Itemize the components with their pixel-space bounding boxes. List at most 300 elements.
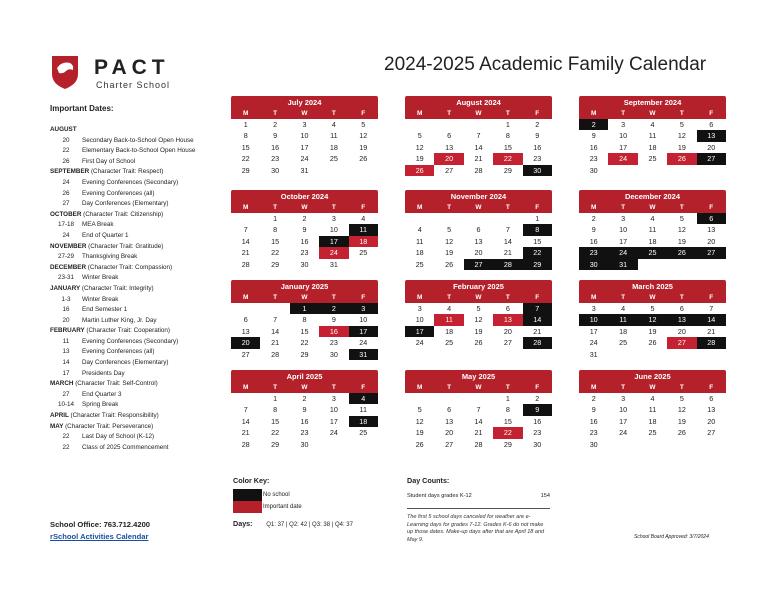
event-text: Thanksgiving Break [82, 253, 138, 261]
color-key-no-school [233, 489, 302, 501]
character-trait: (Character Trait: Citizenship) [83, 210, 164, 218]
character-trait: (Character Trait: Respect) [90, 168, 164, 176]
weekday-label: T [447, 294, 452, 301]
weekday-header [579, 109, 726, 119]
day-cell: 4 [447, 304, 452, 313]
day-cell: 1 [273, 394, 278, 403]
day-cell: 7 [476, 405, 481, 415]
school-office-phone: School Office: 763.712.4200 [50, 520, 151, 529]
event-text: End Quarter 3 [82, 390, 122, 398]
weekday-label: M [590, 204, 597, 211]
important-date-item [50, 316, 228, 327]
day-cell: 23 [589, 154, 598, 164]
day-cell: 4 [650, 214, 655, 223]
day-cell: 17 [300, 142, 309, 152]
day-cell [405, 393, 434, 404]
day-cell: 20 [707, 236, 716, 246]
day-cell: 11 [648, 405, 657, 415]
weekday-label: F [709, 384, 714, 391]
day-cell [638, 439, 667, 450]
day-grid [405, 119, 552, 176]
day-cell: 3 [621, 394, 626, 403]
day-cell: 6 [679, 304, 684, 313]
day-cell: 2 [273, 120, 278, 129]
day-cell: 19 [677, 416, 686, 426]
month-title: December 2024 [579, 190, 726, 203]
day-cell [405, 119, 434, 130]
event-day: 22 [62, 147, 70, 155]
important-date-item [50, 432, 228, 443]
weekday-label: T [505, 204, 510, 211]
weekday-label: M [242, 204, 249, 211]
day-cell: 22 [271, 428, 280, 438]
day-cell: 28 [697, 337, 726, 348]
day-cell: 15 [503, 142, 512, 152]
day-cell: 5 [417, 131, 422, 141]
weekday-label: T [505, 294, 510, 301]
day-cell: 14 [474, 416, 483, 426]
weekday-label: W [475, 384, 482, 391]
month-title: May 2025 [405, 370, 552, 383]
month-title: July 2024 [231, 96, 378, 109]
day-cell: 12 [677, 225, 686, 235]
day-cell [608, 349, 637, 360]
day-cell: 25 [619, 338, 628, 348]
important-date-item [50, 231, 228, 242]
day-cell: 15 [271, 236, 280, 246]
weekday-label: M [590, 110, 597, 117]
logo-name: PACT [94, 56, 170, 79]
day-cell: 9 [591, 405, 596, 415]
day-cell: 2 [591, 214, 596, 223]
weekday-header [231, 383, 378, 393]
day-cell: 1 [290, 303, 319, 314]
day-cell: 13 [474, 236, 483, 246]
day-cell: 25 [329, 154, 338, 164]
month-calendar [405, 190, 552, 270]
day-cell: 23 [329, 338, 338, 348]
weekday-label: T [331, 204, 336, 211]
day-cell: 17 [349, 326, 378, 337]
important-month-header [50, 411, 228, 422]
day-cell: 9 [591, 131, 596, 141]
day-cell [349, 259, 378, 270]
day-cell [464, 119, 493, 130]
month-title: June 2025 [579, 370, 726, 383]
day-cell: 26 [648, 338, 657, 348]
event-text: Evening Conferences (Secondary) [82, 337, 179, 345]
day-cell [638, 259, 667, 270]
month-title: September 2024 [579, 96, 726, 109]
day-cell [667, 439, 696, 450]
day-cell: 25 [648, 428, 657, 438]
weekday-label: T [447, 204, 452, 211]
day-cell: 16 [589, 416, 598, 426]
month-name: MAY [50, 422, 64, 430]
day-cell: 18 [648, 416, 657, 426]
day-cell: 21 [271, 338, 280, 348]
day-cell: 28 [474, 165, 483, 175]
color-key [233, 476, 302, 513]
day-cell [608, 165, 637, 176]
day-cell [405, 349, 434, 360]
event-text: End Semester 1 [82, 306, 128, 314]
important-date-item [50, 189, 228, 200]
month-calendar [579, 190, 726, 270]
day-cell: 11 [415, 236, 424, 246]
weekday-header [231, 203, 378, 213]
day-cell: 13 [445, 416, 454, 426]
day-cell: 2 [302, 394, 307, 403]
month-name: NOVEMBER [50, 242, 87, 250]
day-cell: 27 [707, 428, 716, 438]
day-cell: 26 [359, 154, 368, 164]
weekday-label: M [242, 384, 249, 391]
day-cell: 14 [697, 314, 726, 325]
important-month-header [50, 326, 228, 337]
day-cell: 30 [300, 439, 309, 449]
day-cell: 15 [533, 236, 542, 246]
weekday-header [579, 203, 726, 213]
month-calendar [405, 280, 552, 360]
day-cell: 3 [331, 214, 336, 223]
important-date-item [50, 347, 228, 358]
day-cell: 21 [474, 428, 483, 438]
important-date-item [50, 337, 228, 348]
important-date-item [50, 157, 228, 168]
weekday-label: F [361, 110, 366, 117]
character-trait: (Character Trait: Gratitude) [88, 242, 164, 250]
day-cell [434, 349, 463, 360]
event-day: 20 [62, 136, 70, 144]
day-cell [260, 303, 289, 314]
event-day: 22 [62, 433, 70, 441]
day-cell: 20 [434, 153, 463, 164]
weekday-label: T [273, 294, 278, 301]
day-cell: 18 [349, 236, 378, 247]
day-cell: 22 [300, 338, 309, 348]
day-cell: 22 [271, 248, 280, 258]
day-cell [349, 439, 378, 450]
day-cell: 19 [415, 428, 424, 438]
important-date-item [50, 178, 228, 189]
day-cell: 2 [302, 214, 307, 223]
day-cell [493, 213, 522, 224]
day-cell: 5 [650, 304, 655, 313]
weekday-label: T [273, 384, 278, 391]
weekday-label: T [621, 110, 626, 117]
day-cell: 20 [707, 142, 716, 152]
day-cell [434, 393, 463, 404]
logo-subtitle: Charter School [96, 80, 171, 90]
day-cell: 6 [505, 304, 510, 313]
event-day: 10-14 [57, 401, 75, 409]
day-cell: 31 [608, 259, 637, 270]
day-cell: 13 [667, 314, 696, 325]
day-cell: 14 [474, 142, 483, 152]
day-cell: 30 [523, 165, 552, 176]
day-cell: 30 [579, 259, 608, 270]
day-cell: 16 [300, 236, 309, 246]
day-cell [697, 259, 726, 270]
day-cell: 24 [415, 338, 424, 348]
month-title: March 2025 [579, 280, 726, 293]
day-cell: 25 [415, 259, 424, 269]
day-cell [493, 349, 522, 360]
weekday-label: W [301, 204, 308, 211]
day-cell: 17 [619, 236, 628, 246]
color-key-important [233, 501, 302, 513]
event-day: 17 [62, 369, 70, 377]
important-month-header [50, 167, 228, 178]
day-cell: 21 [707, 326, 716, 336]
day-cell: 22 [493, 153, 522, 164]
day-cell: 27 [445, 439, 454, 449]
day-cell: 27 [697, 153, 726, 164]
month-title: February 2025 [405, 280, 552, 293]
event-day: 26 [62, 189, 70, 197]
day-cell: 17 [405, 326, 434, 337]
day-cell: 16 [533, 142, 542, 152]
day-cell: 16 [319, 326, 348, 337]
day-cell: 13 [697, 130, 726, 141]
day-cell: 26 [415, 439, 424, 449]
weekday-label: T [331, 110, 336, 117]
event-day: 27 [62, 390, 70, 398]
no-school-swatch [233, 489, 262, 501]
day-cell: 8 [523, 224, 552, 235]
important-month-header [50, 242, 228, 253]
day-cell: 28 [241, 259, 250, 269]
weekday-label: T [447, 110, 452, 117]
day-cell: 13 [445, 142, 454, 152]
day-cell: 18 [648, 236, 657, 246]
weekday-header [579, 293, 726, 303]
day-cell: 26 [405, 165, 434, 176]
day-cell: 29 [523, 259, 552, 270]
day-cell [697, 439, 726, 450]
event-text: Spring Break [82, 401, 119, 409]
month-title: November 2024 [405, 190, 552, 203]
day-cell: 18 [619, 326, 628, 336]
day-cell: 19 [415, 154, 424, 164]
day-cell: 8 [243, 131, 248, 141]
school-activities-calendar-link[interactable]: rSchool Activities Calendar [50, 532, 149, 541]
important-date-item [50, 305, 228, 316]
important-date-item [50, 252, 228, 263]
month-title: August 2024 [405, 96, 552, 109]
important-date-swatch [233, 501, 262, 513]
event-day: 11 [62, 337, 70, 345]
day-grid [579, 303, 726, 360]
event-text: Last Day of School (K-12) [82, 433, 155, 441]
weekday-label: M [416, 384, 423, 391]
day-cell: 12 [474, 315, 483, 325]
day-cell: 22 [241, 154, 250, 164]
important-month-header [50, 379, 228, 390]
day-grid [405, 303, 552, 360]
day-cell: 5 [679, 214, 684, 223]
day-cell: 24 [608, 247, 637, 258]
day-cell: 31 [349, 349, 378, 360]
important-month-header [50, 284, 228, 295]
day-cell: 5 [361, 120, 366, 129]
day-cell: 8 [505, 131, 510, 141]
weekday-label: M [416, 204, 423, 211]
days-values: Q1: 37 | Q2: 42 | Q3: 38 | Q4: 37 [266, 522, 353, 528]
day-counts-label: Student days grades K-12 [407, 493, 472, 499]
weekday-label: M [590, 384, 597, 391]
weekday-label: W [475, 110, 482, 117]
day-cell: 3 [349, 303, 378, 314]
day-cell: 30 [300, 259, 309, 269]
day-cell: 7 [523, 303, 552, 314]
day-cell: 23 [533, 154, 542, 164]
day-cell: 1 [505, 394, 510, 403]
day-cell: 12 [415, 142, 424, 152]
day-cell: 27 [241, 349, 250, 359]
day-cell [638, 349, 667, 360]
important-date-item [50, 199, 228, 210]
day-cell: 10 [415, 315, 424, 325]
day-cell [349, 165, 378, 176]
day-cell: 23 [300, 248, 309, 258]
day-cell: 23 [589, 428, 598, 438]
day-cell: 5 [447, 225, 452, 235]
day-cell: 25 [638, 247, 667, 258]
event-text: Evening Conferences (Secondary) [82, 178, 179, 186]
day-cell: 20 [707, 416, 716, 426]
day-cell: 26 [677, 428, 686, 438]
weekday-label: W [475, 294, 482, 301]
event-text: First Day of School [82, 157, 136, 165]
day-cell: 6 [243, 315, 248, 325]
event-day: 27-29 [57, 253, 75, 261]
day-grid [579, 119, 726, 176]
day-cell: 29 [271, 259, 280, 269]
day-cell: 3 [331, 394, 336, 403]
day-cell [464, 393, 493, 404]
day-cell: 26 [474, 338, 483, 348]
month-calendar [231, 280, 378, 360]
day-cell: 5 [679, 394, 684, 403]
event-day: 27 [62, 200, 70, 208]
month-calendar [405, 96, 552, 176]
day-cell: 24 [319, 247, 348, 258]
weekday-label: F [535, 110, 540, 117]
day-cell [319, 165, 348, 176]
day-cell: 7 [243, 225, 248, 235]
event-day: 13 [62, 348, 70, 356]
event-day: 17-18 [57, 221, 75, 229]
day-cell: 17 [589, 326, 598, 336]
day-cell: 12 [638, 314, 667, 325]
weekday-label: T [679, 384, 684, 391]
day-cell: 8 [505, 405, 510, 415]
quarter-days [233, 519, 353, 528]
day-cell: 10 [619, 405, 628, 415]
weekday-header [405, 203, 552, 213]
day-counts [407, 476, 550, 544]
character-trait: (Character Trait: Perseverance) [65, 422, 154, 430]
day-cell: 16 [271, 142, 280, 152]
day-cell: 22 [493, 427, 522, 438]
day-cell: 27 [667, 337, 696, 348]
day-cell: 27 [464, 259, 493, 270]
day-cell: 29 [300, 349, 309, 359]
day-cell: 15 [271, 416, 280, 426]
day-cell: 8 [273, 405, 278, 415]
day-cell: 3 [591, 304, 596, 313]
day-cell: 4 [621, 304, 626, 313]
day-cell: 29 [271, 439, 280, 449]
page-title: 2024-2025 Academic Family Calendar [384, 54, 707, 75]
month-calendar [579, 280, 726, 360]
day-cell: 10 [329, 225, 338, 235]
day-cell: 10 [329, 405, 338, 415]
event-text: Evening Conferences (all) [82, 189, 155, 197]
day-cell: 31 [300, 165, 309, 175]
day-cell: 23 [579, 247, 608, 258]
day-cell: 7 [273, 315, 278, 325]
weekday-header [231, 109, 378, 119]
day-cell: 25 [648, 154, 657, 164]
day-cell: 25 [359, 248, 368, 258]
day-cell: 17 [329, 416, 338, 426]
event-text: Elementary Back-to-School Open House [82, 147, 196, 155]
day-cell [319, 439, 348, 450]
day-cell: 10 [300, 131, 309, 141]
month-name: JANUARY [50, 284, 81, 292]
day-cell: 10 [359, 315, 368, 325]
important-month-header [50, 422, 228, 433]
month-title: January 2025 [231, 280, 378, 293]
month-name: MARCH [50, 380, 74, 388]
day-cell: 3 [621, 120, 626, 129]
weekday-label: T [447, 384, 452, 391]
day-cell: 7 [476, 131, 481, 141]
event-text: Day Conferences (Elementary) [82, 359, 169, 367]
day-cell: 10 [579, 314, 608, 325]
event-day: 26 [62, 157, 70, 165]
day-grid [231, 393, 378, 450]
weekday-label: T [273, 110, 278, 117]
day-cell: 6 [697, 213, 726, 224]
day-cell [667, 165, 696, 176]
day-cell [697, 165, 726, 176]
weekday-label: T [505, 384, 510, 391]
day-cell: 19 [677, 236, 686, 246]
important-dates-list [50, 125, 228, 453]
day-cell: 2 [319, 303, 348, 314]
day-cell: 5 [417, 405, 422, 415]
day-cell: 19 [474, 326, 483, 336]
event-text: Secondary Back-to-School Open House [82, 136, 194, 144]
day-cell: 21 [533, 326, 542, 336]
day-cell: 14 [241, 236, 250, 246]
event-text: End of Quarter 1 [82, 231, 129, 239]
day-cell: 25 [445, 338, 454, 348]
weekday-label: F [535, 294, 540, 301]
important-dates-panel [50, 104, 228, 453]
weekday-label: F [535, 204, 540, 211]
important-date-item [50, 369, 228, 380]
day-cell: 14 [523, 314, 552, 325]
event-text: Evening Conferences (all) [82, 348, 155, 356]
month-name: SEPTEMBER [50, 168, 90, 176]
important-date-label: Important date [263, 504, 302, 510]
day-cell: 9 [591, 225, 596, 235]
